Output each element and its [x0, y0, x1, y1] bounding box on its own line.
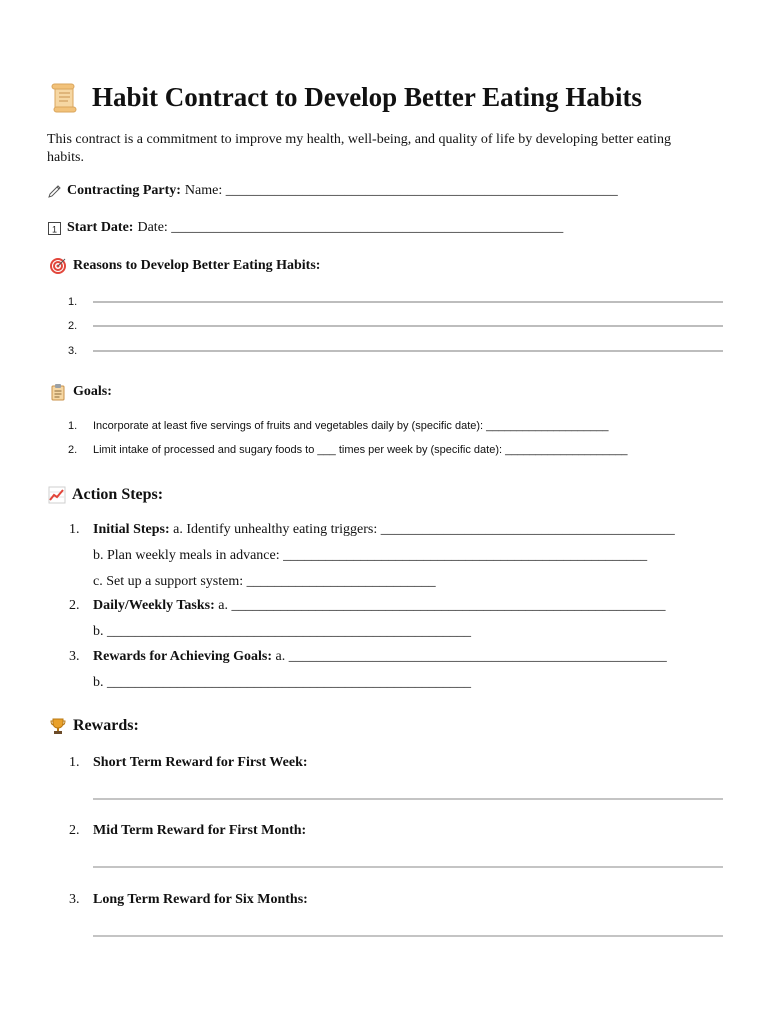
reason-line-1[interactable] [93, 301, 723, 303]
page-title: Habit Contract to Develop Better Eating Habits [92, 82, 642, 112]
reason-line-2[interactable] [93, 325, 723, 327]
goal-text[interactable]: Incorporate at least five servings of fruits and vegetables daily by (specific date): ____________________ [93, 420, 609, 432]
trophy-icon [49, 717, 67, 735]
name-field[interactable]: Name: ________________________________________________________ [184, 183, 618, 198]
reward-item-2 [69, 823, 306, 839]
goal-item-1 [68, 420, 609, 432]
reason-number: 3. [68, 345, 78, 357]
step-label: Daily/Weekly Tasks: [93, 598, 215, 613]
reasons-heading-row [49, 257, 320, 275]
start-date-row [47, 220, 563, 236]
step-label: Initial Steps: [93, 522, 170, 537]
svg-text:1: 1 [51, 224, 58, 234]
start-date-label: Start Date: [67, 220, 134, 235]
reward-number: 2. [69, 823, 80, 838]
pencil-icon [47, 184, 62, 199]
goal-number: 2. [68, 444, 78, 456]
reasons-heading: Reasons to Develop Better Eating Habits: [73, 258, 321, 273]
rewards-heading-row [49, 717, 139, 735]
reward-item-1 [69, 755, 308, 771]
goal-text[interactable]: Limit intake of processed and sugary foods to ___ times per week by (specific date): ____________________ [93, 444, 628, 456]
rewards-heading: Rewards: [73, 717, 139, 734]
goals-heading-row [49, 383, 112, 401]
step-label: Rewards for Achieving Goals: [93, 649, 273, 664]
contracting-party-label: Contracting Party: [67, 183, 181, 198]
action-steps-heading-row [48, 486, 163, 504]
calendar-one-icon [47, 221, 62, 236]
action-step-2 [69, 598, 665, 614]
target-icon [49, 257, 67, 275]
contracting-party-row [47, 183, 618, 199]
date-field[interactable]: Date: ________________________________________________________ [137, 220, 564, 235]
step-field[interactable]: a. ______________________________________________________ [272, 649, 667, 664]
action-step-1b[interactable]: b. Plan weekly meals in advance: ____________________________________________________ [93, 548, 648, 563]
reward-label: Long Term Reward for Six Months: [93, 892, 308, 907]
action-steps-heading: Action Steps: [72, 486, 164, 503]
step-field[interactable]: a. ______________________________________________________________ [214, 598, 666, 613]
reward-number: 3. [69, 892, 80, 907]
reason-number: 1. [68, 296, 78, 308]
scroll-icon [50, 83, 78, 113]
reward-label: Short Term Reward for First Week: [93, 755, 308, 770]
reward-line-2[interactable] [93, 866, 723, 868]
action-step-3b[interactable]: b. ____________________________________________________ [93, 675, 471, 690]
reward-label: Mid Term Reward for First Month: [93, 823, 307, 838]
step-number: 2. [69, 598, 80, 613]
step-number: 1. [69, 522, 80, 537]
reward-number: 1. [69, 755, 80, 770]
action-step-3 [69, 649, 667, 665]
reason-number: 2. [68, 320, 78, 332]
title-row [50, 82, 642, 113]
goals-heading: Goals: [73, 384, 112, 399]
step-field[interactable]: a. Identify unhealthy eating triggers: __________________________________________ [169, 522, 675, 537]
action-step-2b[interactable]: b. ____________________________________________________ [93, 624, 471, 639]
reason-line-3[interactable] [93, 350, 723, 352]
reward-item-3 [69, 892, 308, 908]
chart-icon [48, 486, 66, 504]
clipboard-icon [49, 383, 67, 401]
goal-item-2 [68, 444, 627, 456]
step-number: 3. [69, 649, 80, 664]
reward-line-1[interactable] [93, 798, 723, 800]
action-step-1c[interactable]: c. Set up a support system: ___________________________ [93, 574, 436, 589]
reward-line-3[interactable] [93, 935, 723, 937]
goal-number: 1. [68, 420, 78, 432]
action-step-1 [69, 522, 675, 538]
intro-text: This contract is a commitment to improve my health, well-being, and quality of life by developing better eating habits. [47, 132, 671, 165]
